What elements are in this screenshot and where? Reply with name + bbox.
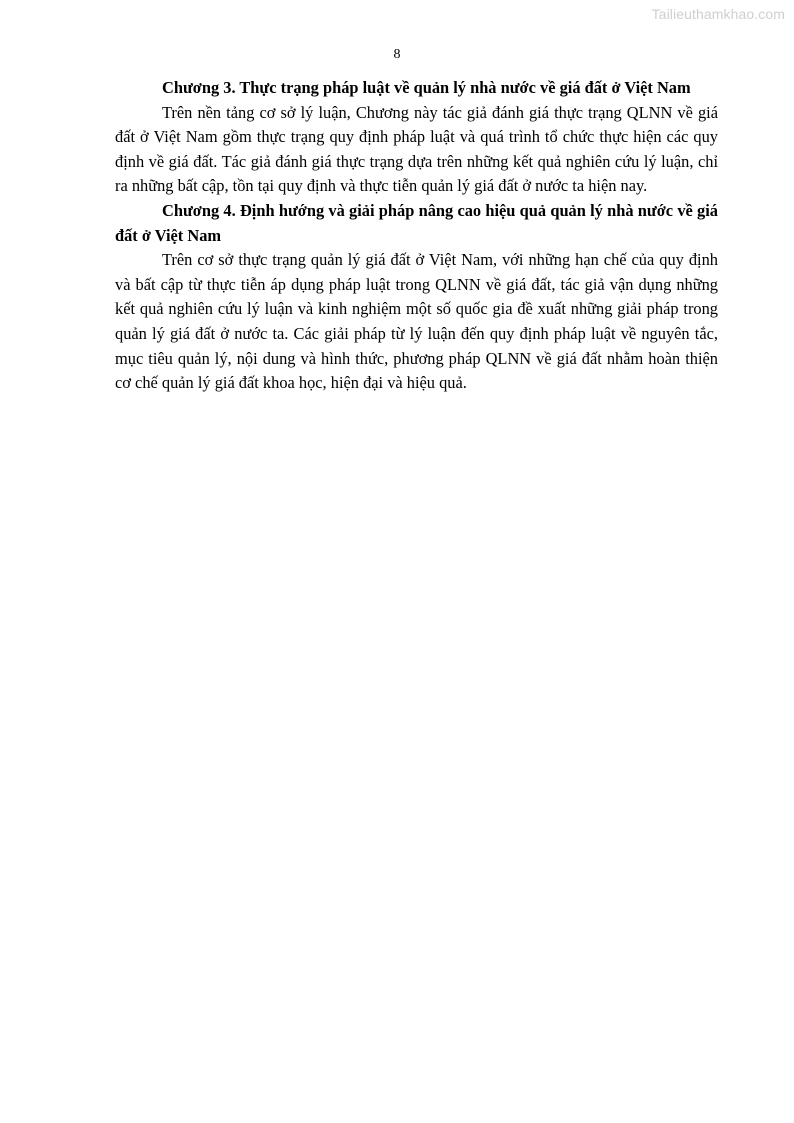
page-number: 8 [393,47,401,62]
chapter-4-heading: Chương 4. Định hướng và giải pháp nâng cao hiệu quả quản lý nhà nước về giá đất ở Việt Nam [115,200,718,245]
watermark-text: Tailieuthamkhao.com [651,6,785,22]
chapter-3-heading: Chương 3. Thực trạng pháp luật về quản lý nhà nước về giá đất ở Việt Nam [162,78,691,97]
chapter-3-paragraph: Trên nền tảng cơ sở lý luận, Chương này tác giả đánh giá thực trạng QLNN về giá đất ở Việt Nam gồm thực trạng quy định pháp luật và quá trình tổ chức thực hiện các quy định về giá đất. Tác giả đánh giá thực trạng dựa trên những kết quả nghiên cứu lý luận, chỉ ra những bất cập, tồn tại quy định và thực tiễn quản lý giá đất ở nước ta hiện nay. [115,102,718,196]
chapter-4-paragraph: Trên cơ sở thực trạng quản lý giá đất ở Việt Nam, với những hạn chế của quy định và bất cập từ thực tiễn áp dụng pháp luật trong QLNN về giá đất, tác giả vận dụng những kết quả nghiên cứu lý luận và kinh nghiệm một số quốc gia đề xuất những giải pháp trong quản lý giá đất ở nước ta. Các giải pháp từ lý luận đến quy định pháp luật về nguyên tắc, mục tiêu quản lý, nội dung và hình thức, phương pháp QLNN về giá đất nhằm hoàn thiện cơ chế quản lý giá đất khoa học, hiện đại và hiệu quả. [115,250,718,393]
document-body [115,76,718,396]
